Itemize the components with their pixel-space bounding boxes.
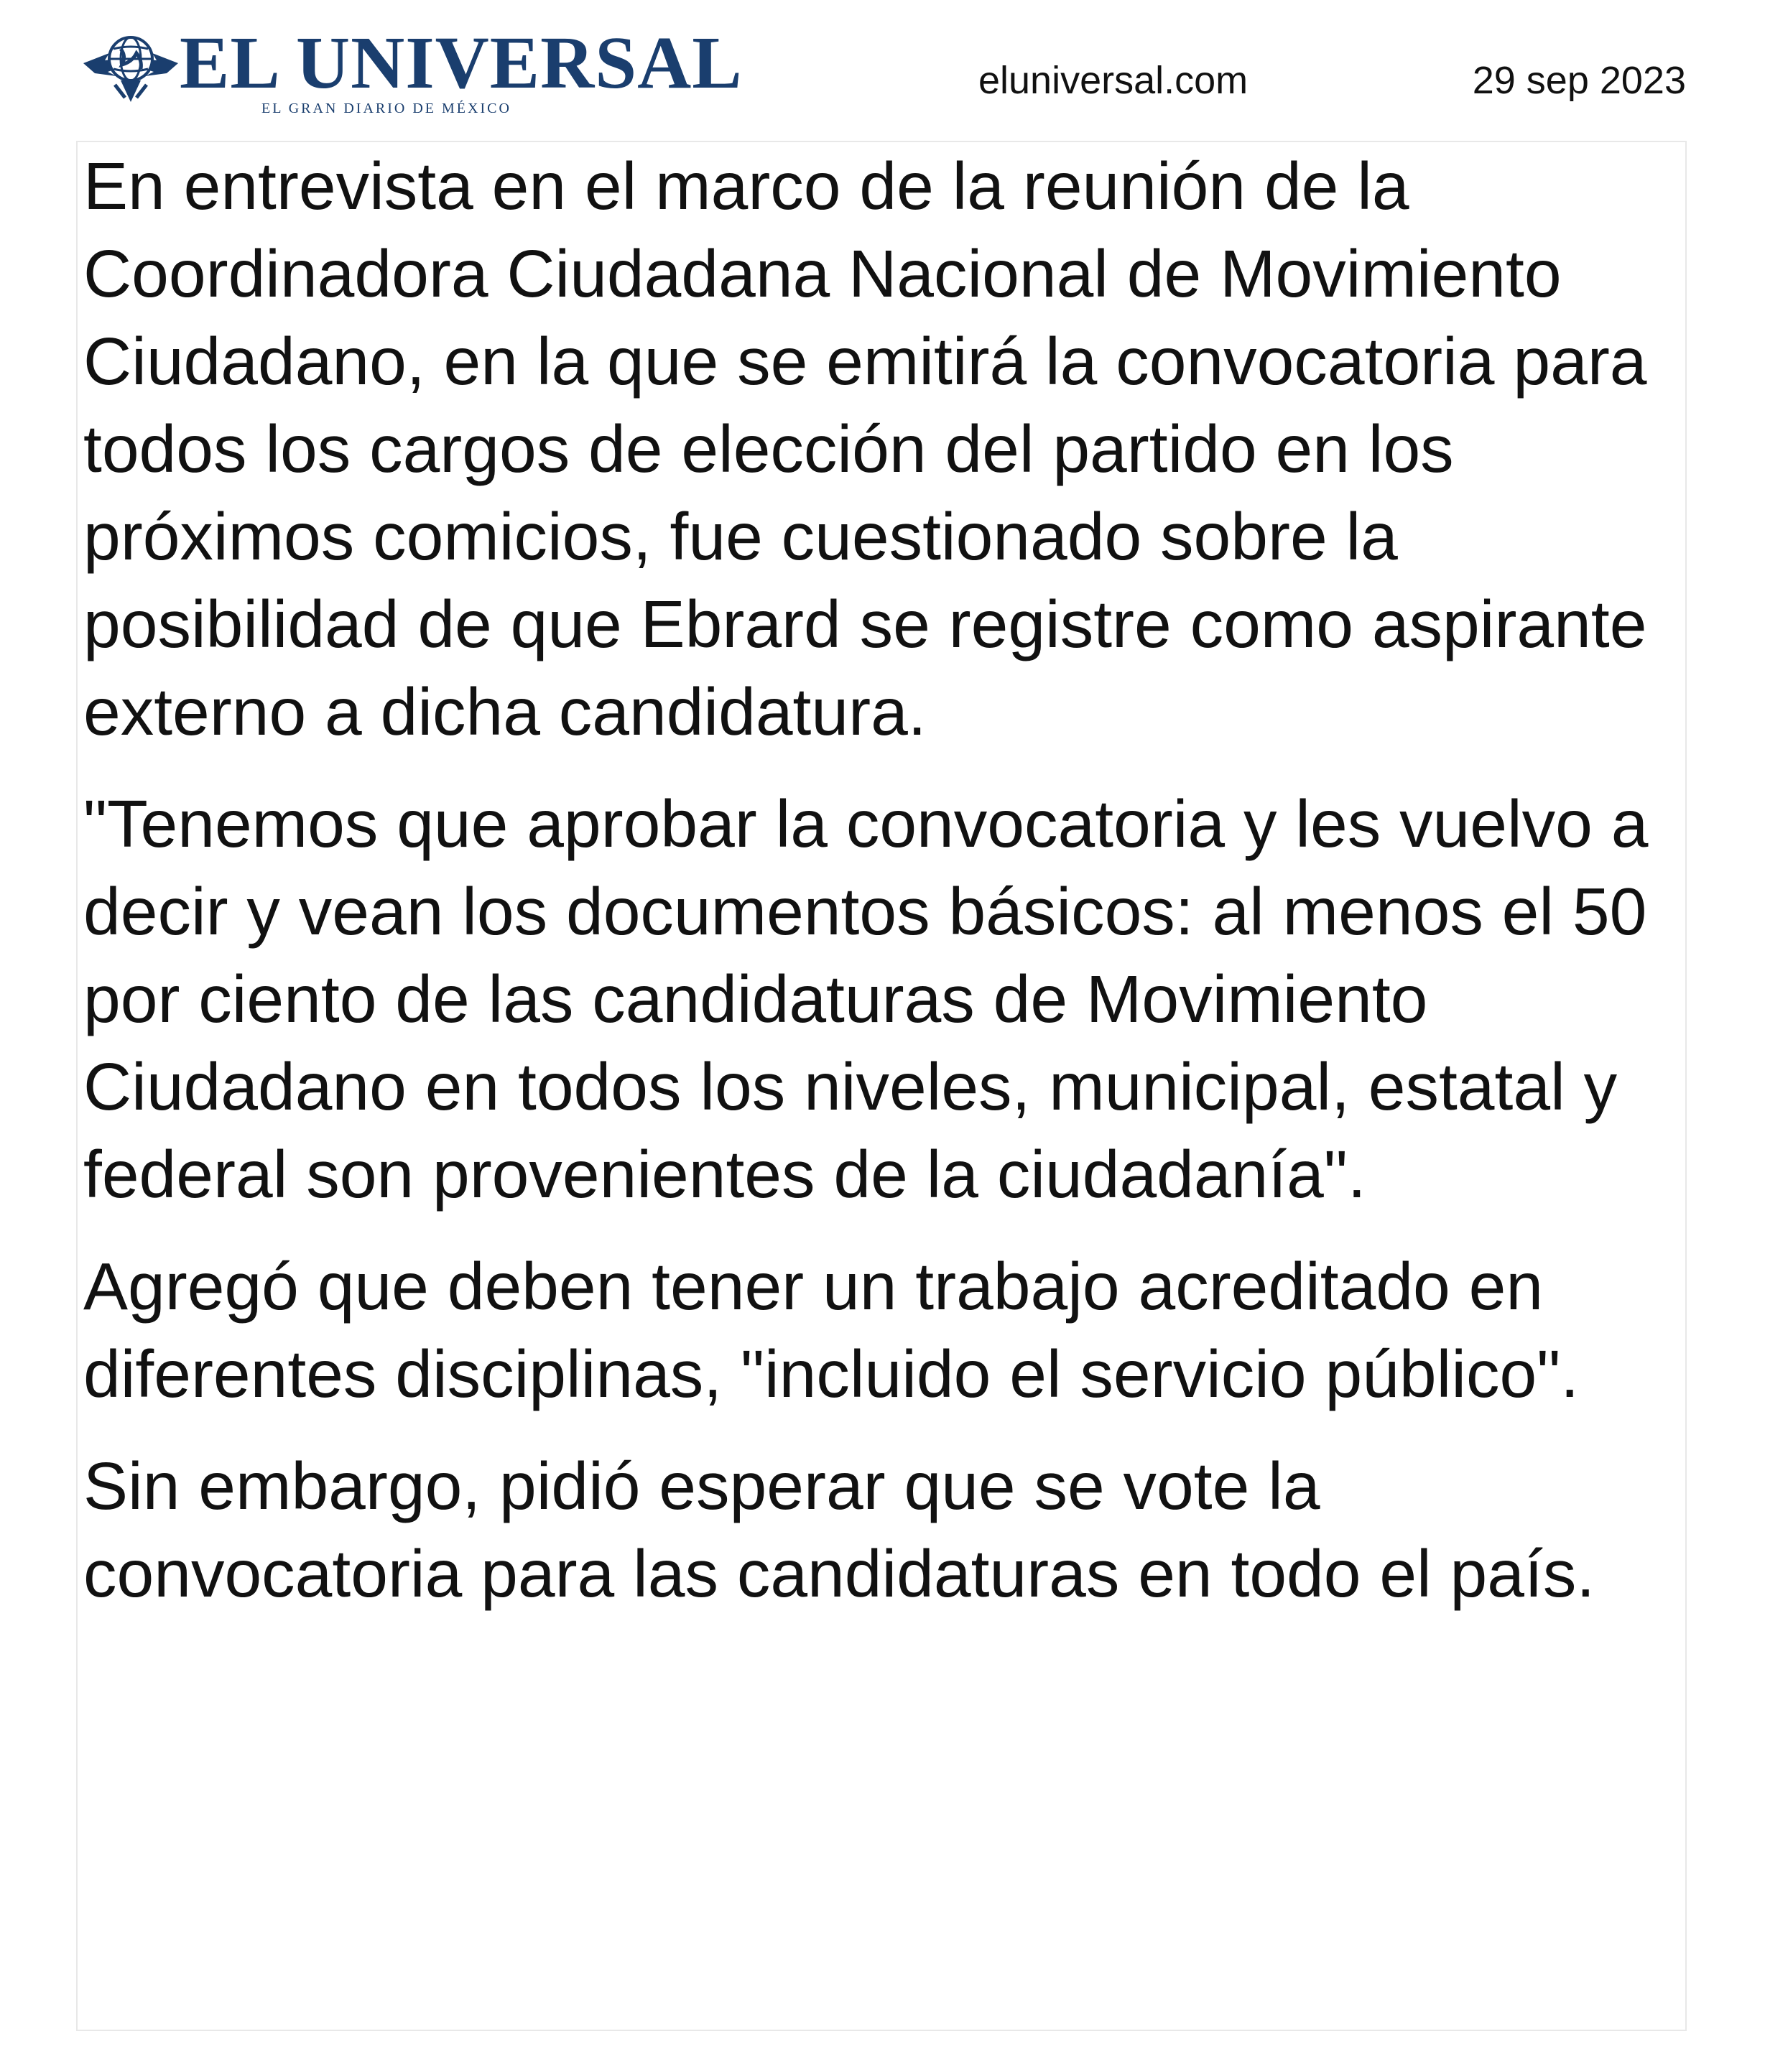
article-box (76, 141, 1687, 2031)
site-url: eluniversal.com (978, 59, 1249, 102)
publish-date: 29 sep 2023 (1472, 59, 1686, 102)
header (0, 0, 1765, 136)
logo[interactable] (80, 22, 743, 122)
logo-name: EL UNIVERSAL (180, 22, 743, 104)
paragraph-4: Sin embargo, pidió esperar que se vote la convocatoria para las candidaturas en todo el país. (83, 1449, 1595, 1611)
paragraph-2: "Tenemos que aprobar la convocatoria y les vuelvo a decir y vean los documentos básicos: al menos el 50 por ciento de las candidaturas de Movimiento Ciudadano en todos los niveles, municipal, estatal y federal son provenientes de la ciudadanía". (83, 786, 1649, 1212)
globe-eagle-icon (80, 27, 181, 108)
paragraph-3: Agregó que deben tener un trabajo acreditado en diferentes disciplinas, "incluido el servicio público". (83, 1249, 1580, 1411)
paragraph-1: En entrevista en el marco de la reunión de la Coordinadora Ciudadana Nacional de Movimiento Ciudadano, en la que se emitirá la convocatoria para todos los cargos de elección del partido en los próximos comicios, fue cuestionado sobre la posibilidad de que Ebrard se registre como aspirante externo a dicha candidatura. (83, 149, 1647, 749)
article-body (83, 142, 1690, 1642)
logo-tagline: EL GRAN DIARIO DE MÉXICO (261, 101, 511, 116)
